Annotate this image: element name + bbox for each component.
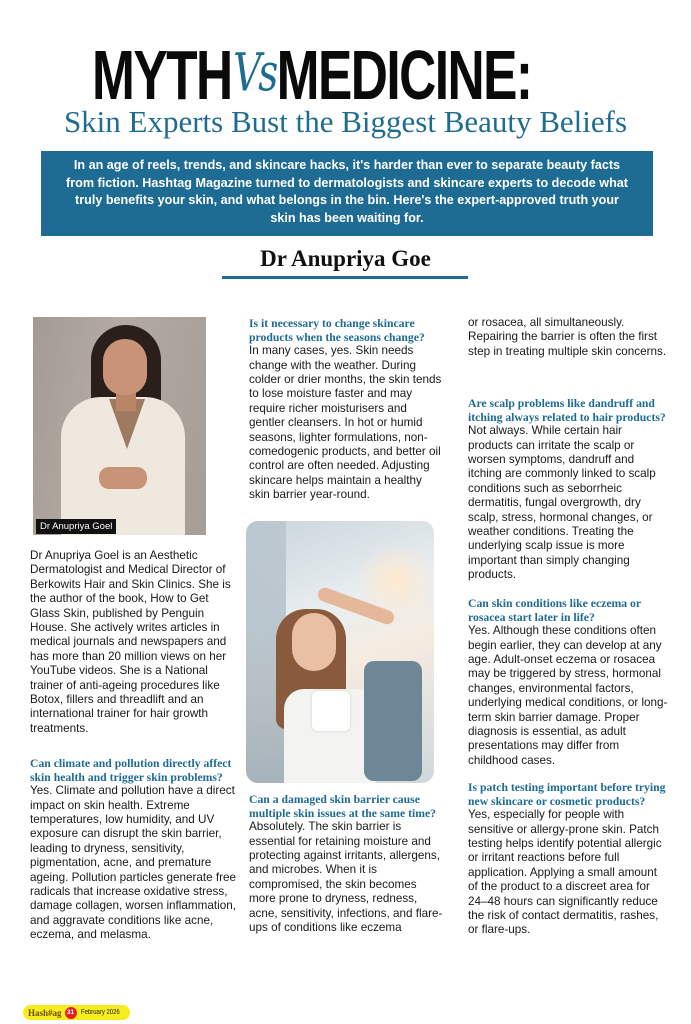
expert-name-heading: Dr Anupriya Goe [260,246,431,271]
woman-in-sun-photo [246,521,434,783]
qa-block-eczema [468,597,668,768]
page-number-badge: 31 [65,1007,77,1019]
answer: Yes. Climate and pollution have a direct impact on skin health. Extreme temperatures, low humidity, and UV exposure can disrupt the skin barrier, leading to dryness, sensitivity, pigmentation, acne, and premature ageing. Pollution particles generate free radicals that increase oxidative stress, damage collagen, worsen inflammation, and aggravate conditions like acne, eczema, and melasma. [30,784,236,942]
question: Is patch testing important before trying new skincare or cosmetic products? [468,781,666,808]
qa-block-skin-barrier-continued [468,316,668,359]
question: Can a damaged skin barrier cause multiple skin issues at the same time? [249,793,436,820]
answer: Absolutely. The skin barrier is essential for retaining moisture and protecting against irritants, allergens, and microbes. When it is compromised, the skin becomes more prone to dryness, redness, acne, sensitivity, infections, and flare-ups of conditions like eczema [249,820,443,935]
bio-text: Dr Anupriya Goel is an Aesthetic Dermatologist and Medical Director of Berkowits Hair and Skin Clinics. She is the author of the book, How to Get Glass Skin, published by Penguin House. She actively writes articles in medical journals and newspapers and has more than 20 million views on her YouTube videos. She is a National trainer of anti-ageing procedures like Botox, fillers and threadlift and an international trainer for hair growth treatments. [30,549,231,735]
title-vs: Vs [233,42,276,104]
answer-continued: or rosacea, all simultaneously. Repairing the barrier is often the first step in treating multiple skin concerns. [468,316,667,358]
heading-underline [222,276,468,279]
photo-caption: Dr Anupriya Goel [36,519,116,534]
question: Can skin conditions like eczema or rosacea start later in life? [468,597,641,624]
hashtag-logo: Hash#ag [28,1007,62,1018]
answer: Not always. While certain hair products can irritate the scalp or worsen symptoms, dandruff and itching are commonly linked to scalp conditions such as seborrheic dermatitis, fungal overgrowth, dry scalp, stress, hormonal changes, or weather conditions. Treating the underlying scalp issue is more important than simply changing products. [468,424,656,582]
expert-photo [33,317,206,535]
qa-block-seasons [249,317,445,503]
answer: In many cases, yes. Skin needs change with the weather. During colder or drier months, the skin tends to lose moisture faster and may require richer moisturisers and gentler cleansers. In hot or humid seasons, lighter formulations, non-comedogenic products, and better oil control are often needed. Adjusting skincare helps maintain a healthy skin barrier year-round. [249,344,442,502]
page-footer [23,1005,130,1020]
question: Can climate and pollution directly affect skin health and trigger skin problems? [30,757,232,784]
answer: Yes. Although these conditions often begin earlier, they can develop at any age. Adult-onset eczema or rosacea may be triggered by stress, hormonal changes, environmental factors, underlying medical conditions, or long-term skin barrier damage. Proper diagnosis is essential, as adult presentations may differ from childhood cases. [468,624,668,767]
issue-date: February 2026 [80,1009,120,1016]
page-subtitle: Skin Experts Bust the Biggest Beauty Beliefs [63,104,628,139]
title-myth: MYTH [92,35,232,114]
qa-block-climate [30,757,238,943]
expert-bio [30,549,238,736]
qa-block-skin-barrier [249,793,445,935]
title-medicine: MEDICINE: [276,35,532,114]
question: Is it necessary to change skincare products when the seasons change? [249,317,425,344]
question: Are scalp problems like dandruff and itching always related to hair products? [468,397,666,424]
qa-block-scalp [468,397,668,583]
page-title [92,35,532,114]
intro-box: In an age of reels, trends, and skincare hacks, it's harder than ever to separate beauty facts from fiction. Hashtag Magazine turned to dermatologists and skincare experts to decode what truly benefits your skin, and what belongs in the bin. Here's the expert-approved truth your skin has been waiting for. [41,151,653,236]
qa-block-patch-testing [468,781,668,938]
answer: Yes, especially for people with sensitive or allergy-prone skin. Patch testing helps identify potential allergic or irritant reactions before full application. Applying a small amount of the product to a discreet area for 24–48 hours can significantly reduce the risk of contact dermatitis, rashes, or flare-ups. [468,808,662,937]
